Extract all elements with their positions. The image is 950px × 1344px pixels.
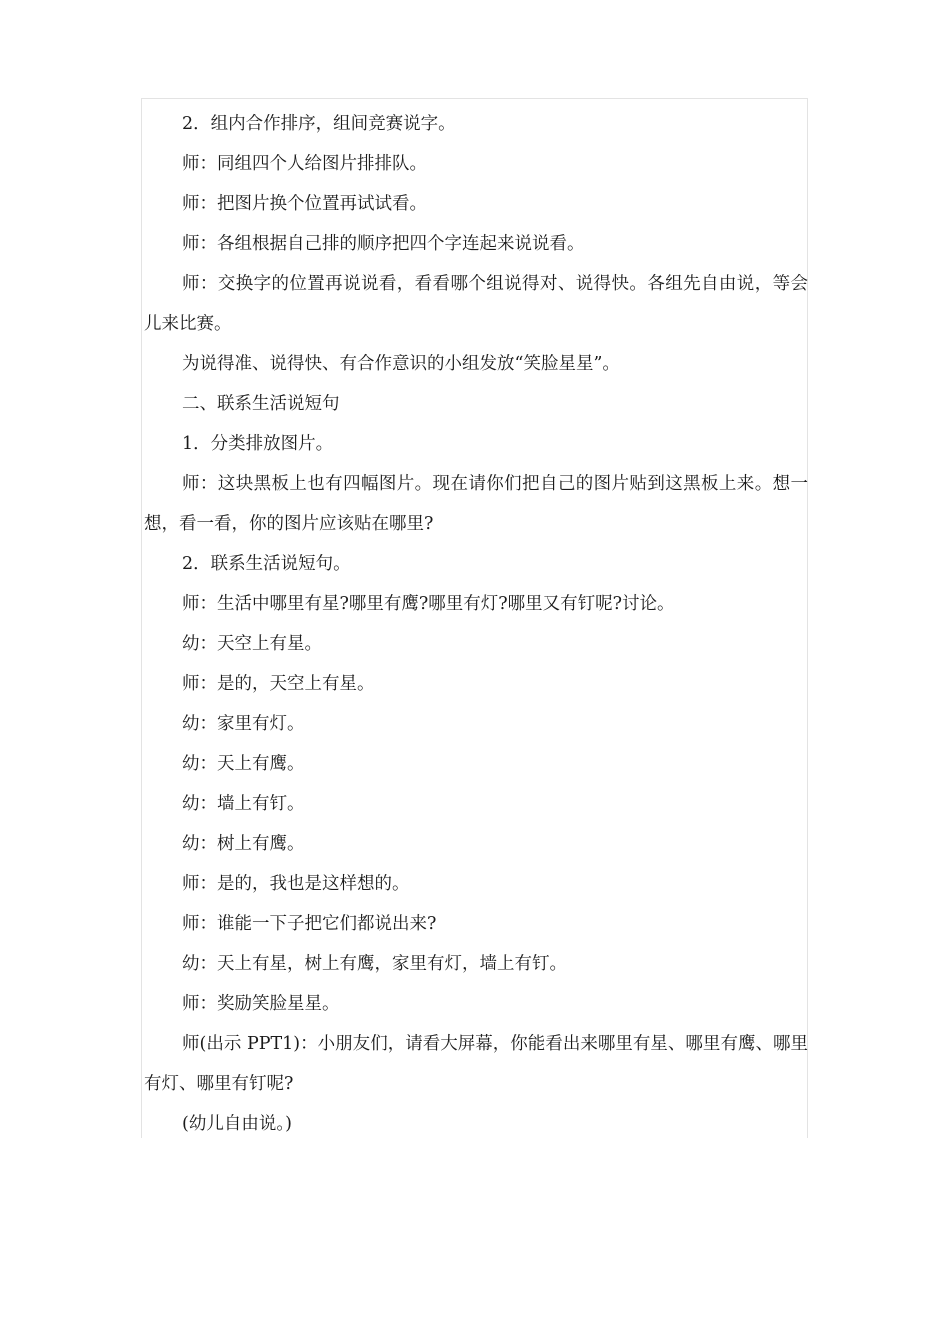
- paragraph: 师：谁能一下子把它们都说出来?: [182, 914, 437, 934]
- paragraph: 师(出示 PPT1)：小朋友们，请看大屏幕，你能看出来哪里有星、哪里有鹰、哪里有灯、哪里有钉呢?: [144, 1034, 808, 1094]
- paragraph: 师：交换字的位置再说说看，看看哪个组说得对、说得快。各组先自由说，等会儿来比赛。: [144, 274, 808, 334]
- paragraph: 幼：家里有灯。: [182, 714, 305, 734]
- paragraph: 师：这块黑板上也有四幅图片。现在请你们把自己的图片贴到这黑板上来。想一想，看一看，你的图片应该贴在哪里?: [144, 474, 808, 534]
- paragraph: 师：奖励笑脸星星。: [182, 994, 340, 1014]
- paragraph: 师：把图片换个位置再试试看。: [182, 194, 427, 214]
- paragraph: 2．联系生活说短句。: [182, 554, 351, 574]
- paragraph: 幼：墙上有钉。: [182, 794, 305, 814]
- section-heading: 二、联系生活说短句: [182, 394, 340, 414]
- paragraph: 为说得准、说得快、有合作意识的小组发放“笑脸星星”。: [182, 354, 620, 374]
- paragraph: 幼：天空上有星。: [182, 634, 322, 654]
- paragraph: 幼：树上有鹰。: [182, 834, 305, 854]
- paragraph: 师：生活中哪里有星?哪里有鹰?哪里有灯?哪里又有钉呢?讨论。: [182, 594, 675, 614]
- paragraph: 师：是的，我也是这样想的。: [182, 874, 410, 894]
- paragraph: 师：同组四个人给图片排排队。: [182, 154, 427, 174]
- paragraph: 师：各组根据自己排的顺序把四个字连起来说说看。: [182, 234, 585, 254]
- paragraph: 幼：天上有鹰。: [182, 754, 305, 774]
- document-body: [144, 104, 808, 1144]
- paragraph: 1．分类排放图片。: [182, 434, 334, 454]
- paragraph: 幼：天上有星，树上有鹰，家里有灯，墙上有钉。: [182, 954, 567, 974]
- paragraph: 2．组内合作排序，组间竞赛说字。: [182, 114, 456, 134]
- paragraph: 师：是的，天空上有星。: [182, 674, 375, 694]
- paragraph: (幼儿自由说。): [182, 1114, 292, 1134]
